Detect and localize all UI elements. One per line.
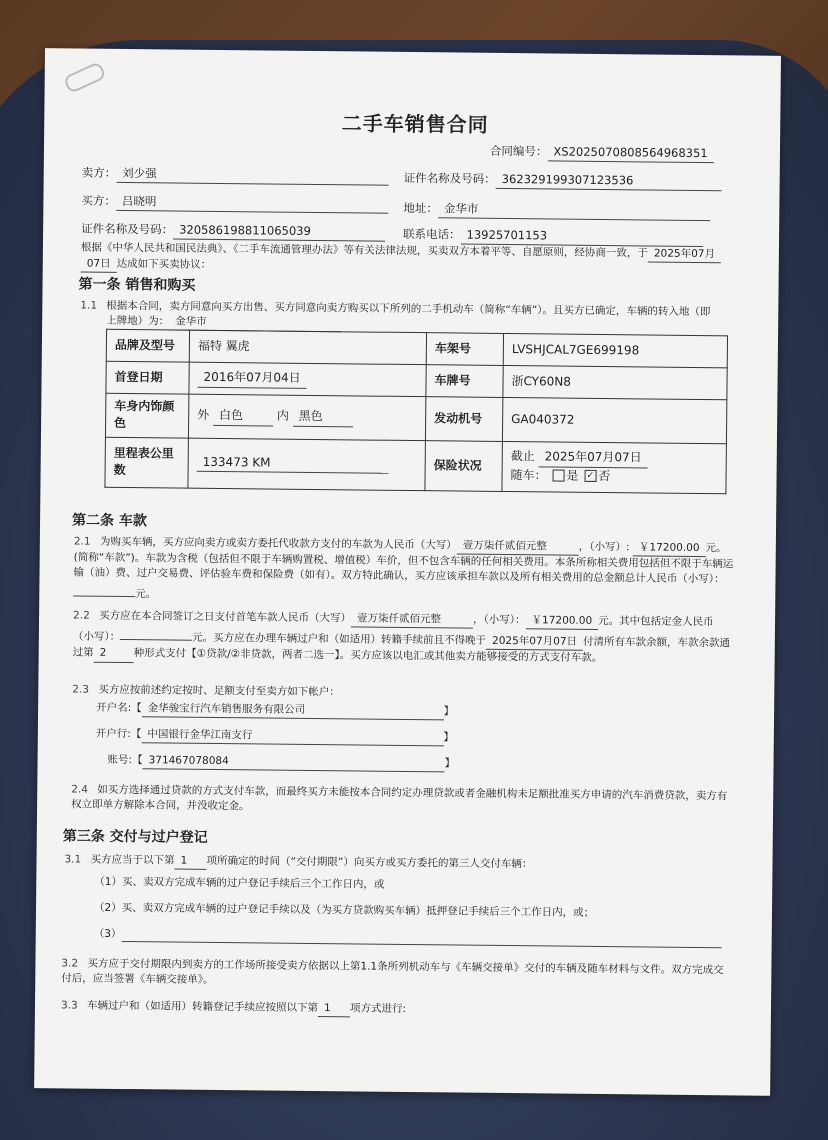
document-title: 二手车销售合同 (341, 111, 489, 137)
clause-2-2: 2.2 买方应在本合同签订之日支付首笔车款人民币（大写） 壹万柒仟贰佰元整 ，（小写）： ￥17200.00 元。其中包括定金人民币（小写）： 元。买方应在办理车辆过户和（如适用）转籍手续前且不得晚于 2025年07月07日 付清所有车款余额，车款余款通过第 2 种形式支付【①贷款/②非贷款，两者二选一】。买方应该以电汇或其他卖方能够接受的方式支付车款。 (72, 609, 731, 665)
buyer-phone-row: 联系电话： 13925701153 (403, 226, 703, 247)
bank-name: 中国银行金华江南支行 (141, 727, 443, 746)
option-2: （2）买、卖双方完成车辆的过户登记手续以及（为买方贷款购买车辆）抵押登记手续后三个工作日内，或； (93, 901, 595, 919)
exterior-color: 白色 (213, 407, 273, 426)
seller-id-row: 证件名称及号码： 362329199307123536 (404, 170, 722, 191)
vehicle-vin: LVSHJCAL7GE699198 (503, 333, 727, 367)
interior-color: 黑色 (293, 408, 353, 427)
account-number: 371467078084 (143, 753, 445, 772)
mileage: 133473 KM (197, 454, 389, 474)
option-1: （1）买、卖双方完成车辆的过户登记手续后三个工作日内，或 (94, 875, 385, 891)
clause-3-1: 3.1 买方应当于以下第 1 项所确定的时间（“交付期限”）向买方或买方委托的第三人交付车辆： (64, 853, 533, 871)
clause-2-3: 2.3 买方应按前述约定按时、足额支付至卖方如下帐户： (72, 683, 340, 699)
seller-id: 362329199307123536 (496, 171, 722, 191)
buyer-address: 金华市 (438, 200, 710, 221)
buyer-id: 320586198811065039 (173, 221, 385, 241)
clause-3-3: 3.3 车辆过户和（如适用）转籍登记手续应按照以下第 1 项方式进行: (61, 998, 731, 1021)
buyer-phone: 13925701153 (460, 227, 702, 247)
clause-2-1: 2.1 为购买车辆，买方应向卖方或卖方委托代收款方支付的车款为人民币（大写） 壹万柒仟贰佰元整 ，（小写）: ￥17200.00 元。(简称“车款”)。车款为含税（包括但不限于车辆购置税、增值税）车价，但不包含车辆的任何相关费用。本条所称相关费用包括但不限于车辆运输（油）费、过户交易费、评估验车费和保险费（如有）。双方特此确认，买方应该承担车款以及所有相关费用的总金额总计人民币（小写）：元。 (73, 535, 734, 600)
vehicle-brand: 福特 翼虎 (189, 330, 426, 364)
seller-name: 刘少强 (116, 165, 388, 186)
insurance-until: 2025年07月07日 (539, 449, 648, 469)
account-row: 账号:【 371467078084 】 (107, 753, 455, 773)
bank-row: 开户行:【 中国银行金华江南支行 】 (96, 727, 454, 747)
buyer-row: 买方： 吕晓明 (81, 193, 388, 214)
buyer-id-row: 证件名称及号码： 320586198811065039 (81, 221, 385, 242)
registration-city: 金华市 (169, 315, 341, 333)
contract-page (34, 48, 781, 1096)
clause-3-2: 3.2 买方应于交付期限内到卖方的工作场所接受卖方依据以上第1.1条所列机动车与《车辆交接单》交付的车辆及随车材料与文件。双方完成交付后，应当签署《车辆交接单》。 (61, 957, 724, 987)
article-2-heading: 第二条 车款 (71, 512, 148, 530)
clause-1-1: 1.1 根据本合同，卖方同意向买方出售、买方同意向卖方购买以下所列的二手机动车（简称“车辆”）。且买方已确定，车辆的转入地（即 上牌地）为： 金华市 (80, 299, 740, 337)
article-3-heading: 第三条 交付与过户登记 (62, 828, 208, 846)
bank-account-name-row: 开户名:【 金华骏宝行汽车销售服务有限公司 】 (96, 701, 454, 721)
bank-account-name: 金华骏宝行汽车销售服务有限公司 (142, 701, 444, 720)
clause-2-4: 2.4 如买方选择通过贷款的方式支付车款，而最终买方未能按本合同约定办理贷款或者金融机构未足额批准买方申请的汽车消费贷款，卖方有权立即单方解除本合同，并没收定金。 (71, 783, 728, 813)
option-3: （3） (94, 927, 722, 949)
article-1-heading: 第一条 销售和购买 (78, 276, 196, 294)
contract-number: 合同编号： XS2025070808564968351 (490, 143, 714, 163)
buyer-name: 吕晓明 (116, 193, 388, 214)
intro-paragraph: 根据《中华人民共和国民法典》、《二手车流通管理办法》等有关法律法规，买卖双方本着平等、自愿原则，经协商一致，于 2025年07月 07日 达成如下买卖协议： (81, 241, 741, 280)
checkbox-no-checked[interactable]: ✓ (584, 470, 596, 482)
seller-row: 卖方： 刘少强 (82, 165, 389, 186)
contract-number-value: XS2025070808564968351 (547, 143, 713, 162)
plate-number: 浙CY60N8 (503, 365, 727, 399)
vehicle-table: 品牌及型号 福特 翼虎 车架号 LVSHJCAL7GE699198 首登日期 2016年07月04日 车牌号 浙CY60N8 车身内饰颜色 外 白色 内 黑色 发动机号 GA040372 里程表公里数 133473 KM 保险状况 截止 2025年07月07日 随车： 是 ✓ 否 (104, 329, 728, 494)
engine-number: GA040372 (502, 397, 726, 443)
checkbox-yes[interactable] (552, 470, 564, 482)
buyer-addr-row: 地址： 金华市 (403, 200, 710, 221)
first-registration-date: 2016年07月04日 (197, 369, 306, 389)
